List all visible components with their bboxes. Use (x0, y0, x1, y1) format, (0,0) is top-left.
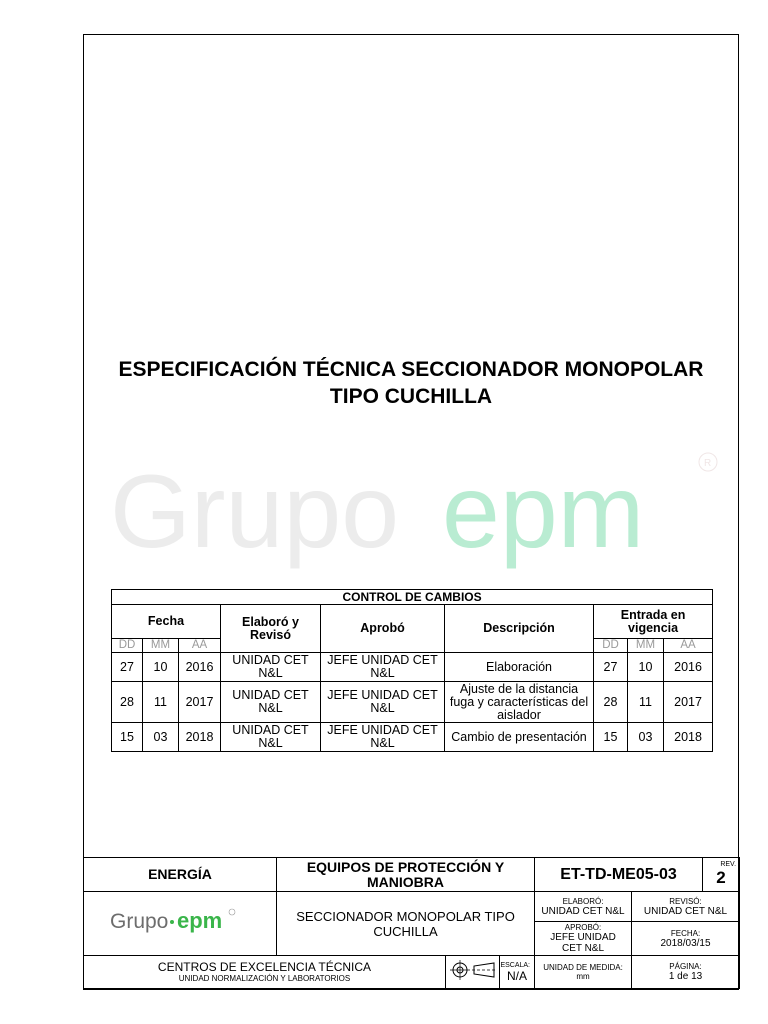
header-aprobo: Aprobó (321, 605, 445, 653)
elaboro-label: ELABORÓ: (562, 896, 604, 906)
cell-vig-mm: 10 (628, 653, 664, 682)
logo-registered-icon (229, 909, 235, 915)
unidad-label: UNIDAD DE MEDIDA: (543, 963, 623, 972)
escala-value: N/A (507, 968, 528, 983)
footer-elaboro (535, 892, 632, 922)
table-row (112, 653, 713, 682)
header-descripcion: Descripción (445, 605, 594, 653)
rev-value: 2 (716, 868, 726, 887)
header-fecha: Fecha (112, 605, 221, 639)
cell-elaboro: UNIDAD CET N&L (221, 682, 321, 723)
cell-vig-aa: 2018 (664, 723, 713, 752)
cell-descripcion: Ajuste de la distancia fuga y características del aislador (445, 682, 594, 723)
elaboro-value: UNIDAD CET N&L (541, 905, 625, 917)
footer-escala (500, 956, 535, 989)
sub-header-mm: MM (143, 639, 179, 653)
document-footer (83, 857, 740, 989)
sub-header-aa: AA (179, 639, 221, 653)
rev-label: REV. (720, 861, 737, 868)
footer-code: ET-TD-ME05-03 (535, 858, 703, 892)
logo-grupo-text: Grupo (110, 910, 169, 933)
table-row (112, 682, 713, 723)
reviso-label: REVISÓ: (669, 896, 702, 906)
grupo-epm-watermark (110, 452, 730, 582)
footer-description: SECCIONADOR MONOPOLAR TIPO CUCHILLA (277, 892, 535, 956)
cell-vig-aa: 2017 (664, 682, 713, 723)
center-name: CENTROS DE EXCELENCIA TÉCNICA (157, 960, 372, 974)
footer-fecha (632, 922, 740, 956)
escala-label: ESCALA: (500, 961, 531, 969)
cell-aa: 2016 (179, 653, 221, 682)
cell-dd: 27 (112, 653, 143, 682)
pagina-label: PÁGINA: (669, 962, 702, 971)
center-unit: UNIDAD NORMALIZACIÓN Y LABORATORIOS (178, 974, 351, 983)
pagina-value: 1 de 13 (668, 971, 703, 982)
cell-vig-dd: 15 (594, 723, 628, 752)
document-title-line1: ESPECIFICACIÓN TÉCNICA SECCIONADOR MONOPOLAR (118, 358, 704, 381)
projection-symbol-icon (448, 959, 498, 981)
table-row (112, 723, 713, 752)
cell-vig-dd: 27 (594, 653, 628, 682)
document-title-line2: TIPO CUCHILLA (329, 385, 493, 408)
watermark-grupo-text: Grupo (110, 454, 400, 570)
cell-vig-aa: 2016 (664, 653, 713, 682)
footer-reviso (632, 892, 740, 922)
watermark-registered-text: R (704, 458, 712, 469)
sub-header-vig-aa: AA (664, 639, 713, 653)
change-control-title: CONTROL DE CAMBIOS (112, 590, 713, 605)
cell-aa: 2018 (179, 723, 221, 752)
footer-logo (84, 892, 277, 956)
fecha-label: FECHA: (670, 928, 701, 938)
footer-center (84, 956, 446, 989)
footer-category: EQUIPOS DE PROTECCIÓN Y MANIOBRA (277, 858, 535, 892)
header-elaboro: Elaboró y Revisó (221, 605, 321, 653)
document-title (83, 356, 739, 410)
cell-aprobo: JEFE UNIDAD CET N&L (321, 653, 445, 682)
cell-aa: 2017 (179, 682, 221, 723)
cell-mm: 10 (143, 653, 179, 682)
sub-header-vig-mm: MM (628, 639, 664, 653)
cell-mm: 11 (143, 682, 179, 723)
cell-vig-mm: 11 (628, 682, 664, 723)
cell-elaboro: UNIDAD CET N&L (221, 653, 321, 682)
sub-header-dd: DD (112, 639, 143, 653)
sub-header-vig-dd: DD (594, 639, 628, 653)
footer-aprobo (535, 922, 632, 956)
cell-mm: 03 (143, 723, 179, 752)
aprobo-value: JEFE UNIDAD CET N&L (550, 932, 616, 954)
aprobo-label: APROBÓ: (564, 923, 602, 932)
footer-area: ENERGÍA (84, 858, 277, 892)
cell-aprobo: JEFE UNIDAD CET N&L (321, 682, 445, 723)
cell-vig-mm: 03 (628, 723, 664, 752)
cell-descripcion: Elaboración (445, 653, 594, 682)
logo-dot-icon (170, 920, 174, 924)
fecha-value: 2018/03/15 (660, 937, 711, 949)
cell-dd: 15 (112, 723, 143, 752)
footer-projection-symbol (446, 956, 500, 989)
cell-aprobo: JEFE UNIDAD CET N&L (321, 723, 445, 752)
footer-pagina (632, 956, 740, 989)
grupo-epm-logo-icon (110, 906, 250, 936)
unidad-value: mm (576, 972, 590, 981)
change-control-table (111, 589, 713, 752)
header-vigencia: Entrada en vigencia (594, 605, 713, 639)
reviso-value: UNIDAD CET N&L (643, 905, 728, 917)
logo-epm-text: epm (177, 908, 223, 933)
footer-unidad (535, 956, 632, 989)
cell-elaboro: UNIDAD CET N&L (221, 723, 321, 752)
watermark-epm-text: epm (442, 454, 645, 570)
footer-rev (703, 858, 740, 892)
cell-descripcion: Cambio de presentación (445, 723, 594, 752)
cell-vig-dd: 28 (594, 682, 628, 723)
cell-dd: 28 (112, 682, 143, 723)
